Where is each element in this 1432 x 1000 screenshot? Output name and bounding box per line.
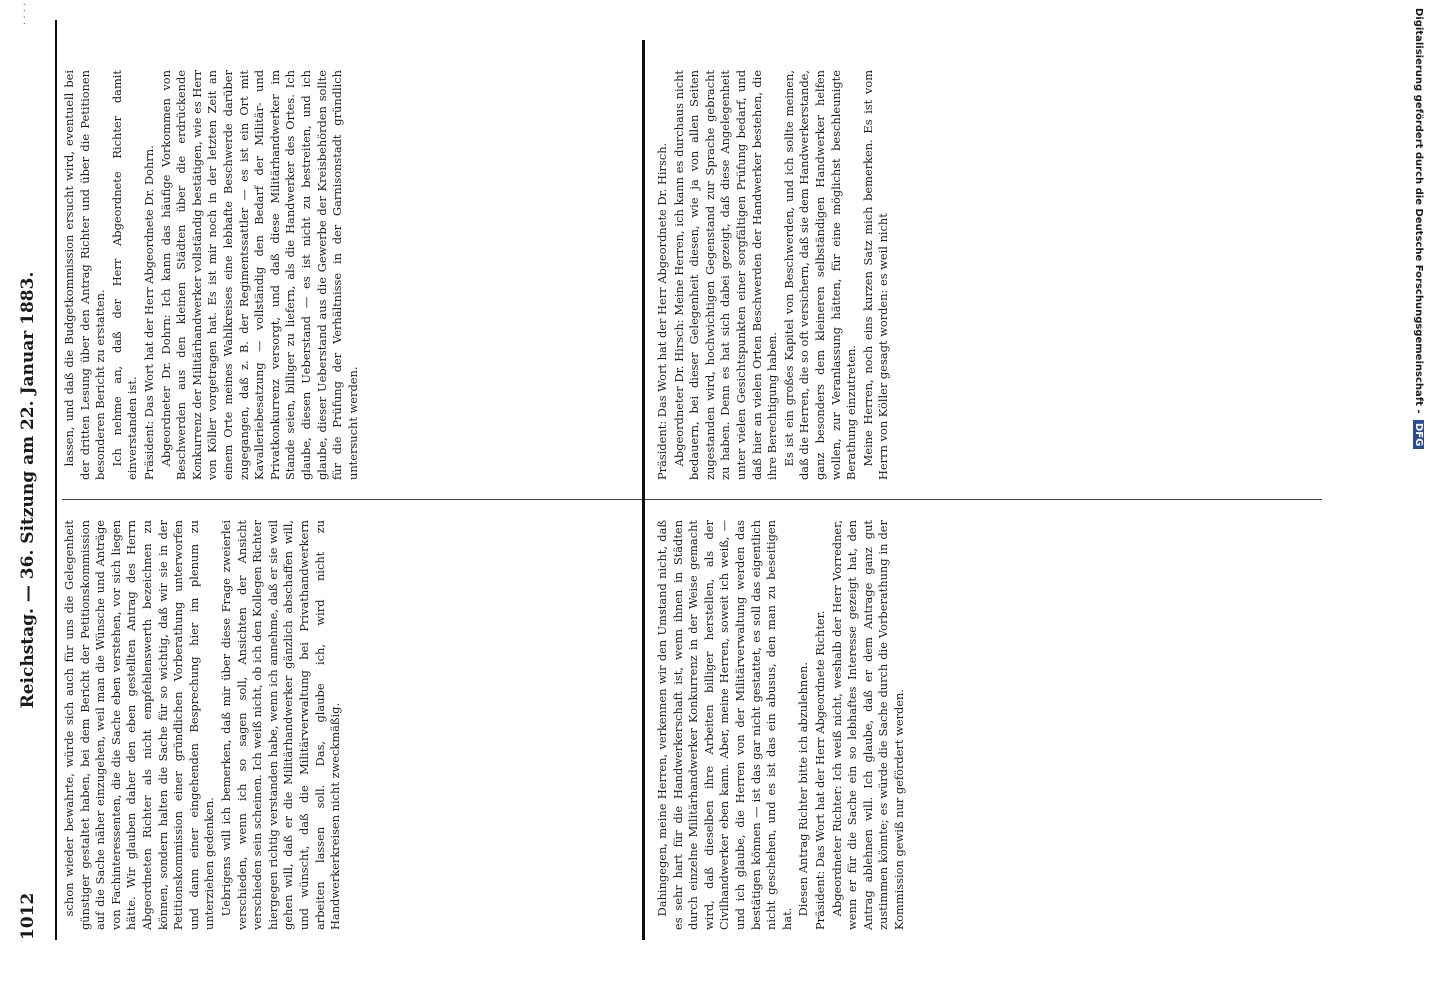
paragraph: schon wieder bewahrte, würde sich auch für uns die Gelegenheit günstiger gestaltet haben, bei dem Bericht der Petitionskommission auf die Sache näher einzugehen, weil man die Wünsche und Anträge von Fachinteressenten, die die Sache eben verstehen, vor sich liegen hätte. Wir glauben daher den eben gestellten Antrag des Herrn Abgeordneten Richter als nicht empfehlenswerth bezeichnen zu können, sondern halten die Sache für so wichtig, daß wir sie in der Petitionskommission einer gründlichen Vorberathung unterworfen und dann einer eingehenden Besprechung hier im plenum zu unterziehen gedenken. (62, 520, 217, 930)
digitization-credit (1413, 8, 1424, 449)
paragraph: Ich nehme an, daß der Herr Abgeordnete Richter damit einverstanden ist. (109, 70, 140, 480)
credit-text: Digitalisierung gefördert durch die Deutsche Forschungsgemeinschaft - (1413, 8, 1424, 414)
column-divider (62, 499, 1322, 500)
paragraph: Abgeordneter Dr. Hirsch: Meine Herren, ich kann es durchaus nicht bedauern, bei dieser Gelegenheit diesen, wie ja von allen Seiten zugestanden wird, hochwichtigen Gegenstand zur Sprache gebracht zu haben. Denn es hat sich dabei gezeigt, daß diese Angelegenheit unter vielen Gesichtspunkten einer sorgfältigen Prüfung bedarf, und daß hier an vielen Orten Beschwerden der Handwerker bestehen, die ihre Berechtigung haben. (671, 70, 780, 480)
speaker-line: Präsident: Das Wort hat der Herr Abgeordnete Richter. (812, 610, 827, 930)
column-1 (62, 520, 345, 930)
dfg-logo: DFG (1413, 420, 1424, 449)
column-2 (62, 70, 362, 480)
section-divider (642, 40, 645, 940)
paragraph: Abgeordneter Richter: Ich weiß nicht, weshalb der Herr Vorredner, wenn er für die Sache ein so lebhaftes Interesse gezeigt hat, den Antrag ablehnen will. Ich glaube, daß er dem Antrage ganz gut zustimmen könnte; es würde die Sache durch die Vorberathung in der Kommission gewiß nur gefördert werden. (829, 520, 906, 930)
column-4 (655, 70, 893, 480)
paragraph: lassen, und daß die Budgetkommission ersucht wird, eventuell bei der dritten Lesung über den Antrag Richter und über die Petitionen besonderen Bericht zu erstatten. (62, 70, 108, 480)
header-rule (55, 20, 57, 940)
page-header (18, 40, 52, 940)
margin-marks: · · · · (20, 2, 31, 25)
paragraph: Meine Herren, noch eins kurzen Satz mich bemerken. Es ist vom Herrn von Köller gesagt worden: es weil nicht (860, 70, 891, 480)
paragraph: Abgeordneter Dr. Dohrn: Ich kann das häufige Vorkommen von Beschwerden aus den kleinen Städten über die erdrückende Konkurrenz der Militärhandwerker vollständig bestätigen, wie es Herr von Köller vorgetragen hat. Es ist mir noch in der letzten Zeit an einem Orte meines Wahlkreises eine lebhafte Beschwerde darüber zugegangen, daß z. B. der Regimentssattler — es ist ein Ort mit Kavalleriebesatzung — vollständig den Bedarf der Militär- und Privatkonkurrenz versorgt, und daß diese Militärhandwerker im Stande seien, billiger zu liefern, als die Handwerker des Ortes. Ich glaube, diesen Ueberstand — es ist nicht zu bestreiten, und ich glaube, dieser Ueberstand aus die Gewerbe der Kreisbehörden sollte für die Prüfung der Verhältnisse in der Garnisonstadt gründlich untersucht werden. (158, 70, 360, 480)
column-3 (655, 520, 909, 930)
paragraph: Dahingegen, meine Herren, verkennen wir den Umstand nicht, daß es sehr hart für die Handwerkerschaft ist, wenn ihnen in Städten durch einzelne Militärhandwerker Konkurrenz in der Weise gemacht wird, daß dieselben ihre Arbeiten billiger herstellen, als der Civilhandwerker eben kann. Aber, meine Herren, soweit ich weiß, — und ich glaube, die Herren von der Militärverwaltung werden das bestätigen können — ist das gar nicht gestattet, es soll das eigentlich nicht geschehen, und es ist das ein abusus, den man zu beseitigen hat. (655, 520, 794, 930)
paragraph: Uebrigens will ich bemerken, daß mir über diese Frage zweierlei verschieden, wenn ich so sagen soll, Ansichten der Ansicht verschieden sein scheinen. Ich weiß nicht, ob ich den Kollegen Richter hiergegen richtig verstanden habe, wenn ich annehme, daß er sie weil gehen will, daß er die Militärhandwerker gänzlich abschaffen will, und wünscht, daß die Militärverwaltung bei Privathandwerkern arbeiten lassen soll. Das, glaube ich, wird nicht zu Handwerkerkreisen nicht zweckmäßig. (218, 520, 343, 930)
paragraph: Diesen Antrag Richter bitte ich abzulehnen. (796, 662, 811, 917)
page-number: 1012 (18, 892, 38, 940)
running-title: Reichstag. — 36. Sitzung am 22. Januar 1883. (18, 271, 38, 709)
paragraph: Es ist ein großes Kapitel von Beschwerden, und ich sollte meinen, daß die Herren, die so oft versichern, daß sie dem Handwerkerstande, ganz besonders dem kleineren selbständigen Handwerker helfen wollen, zur Veranlassung hätten, für eine möglichst beschleunigte Berathung einzutreten. (781, 70, 859, 480)
speaker-line: Präsident: Das Wort hat der Herr Abgeordnete Dr. Hirsch. (655, 142, 669, 480)
speaker-line: Präsident: Das Wort hat der Herr Abgeordnete Dr. Dohrn. (141, 145, 156, 480)
